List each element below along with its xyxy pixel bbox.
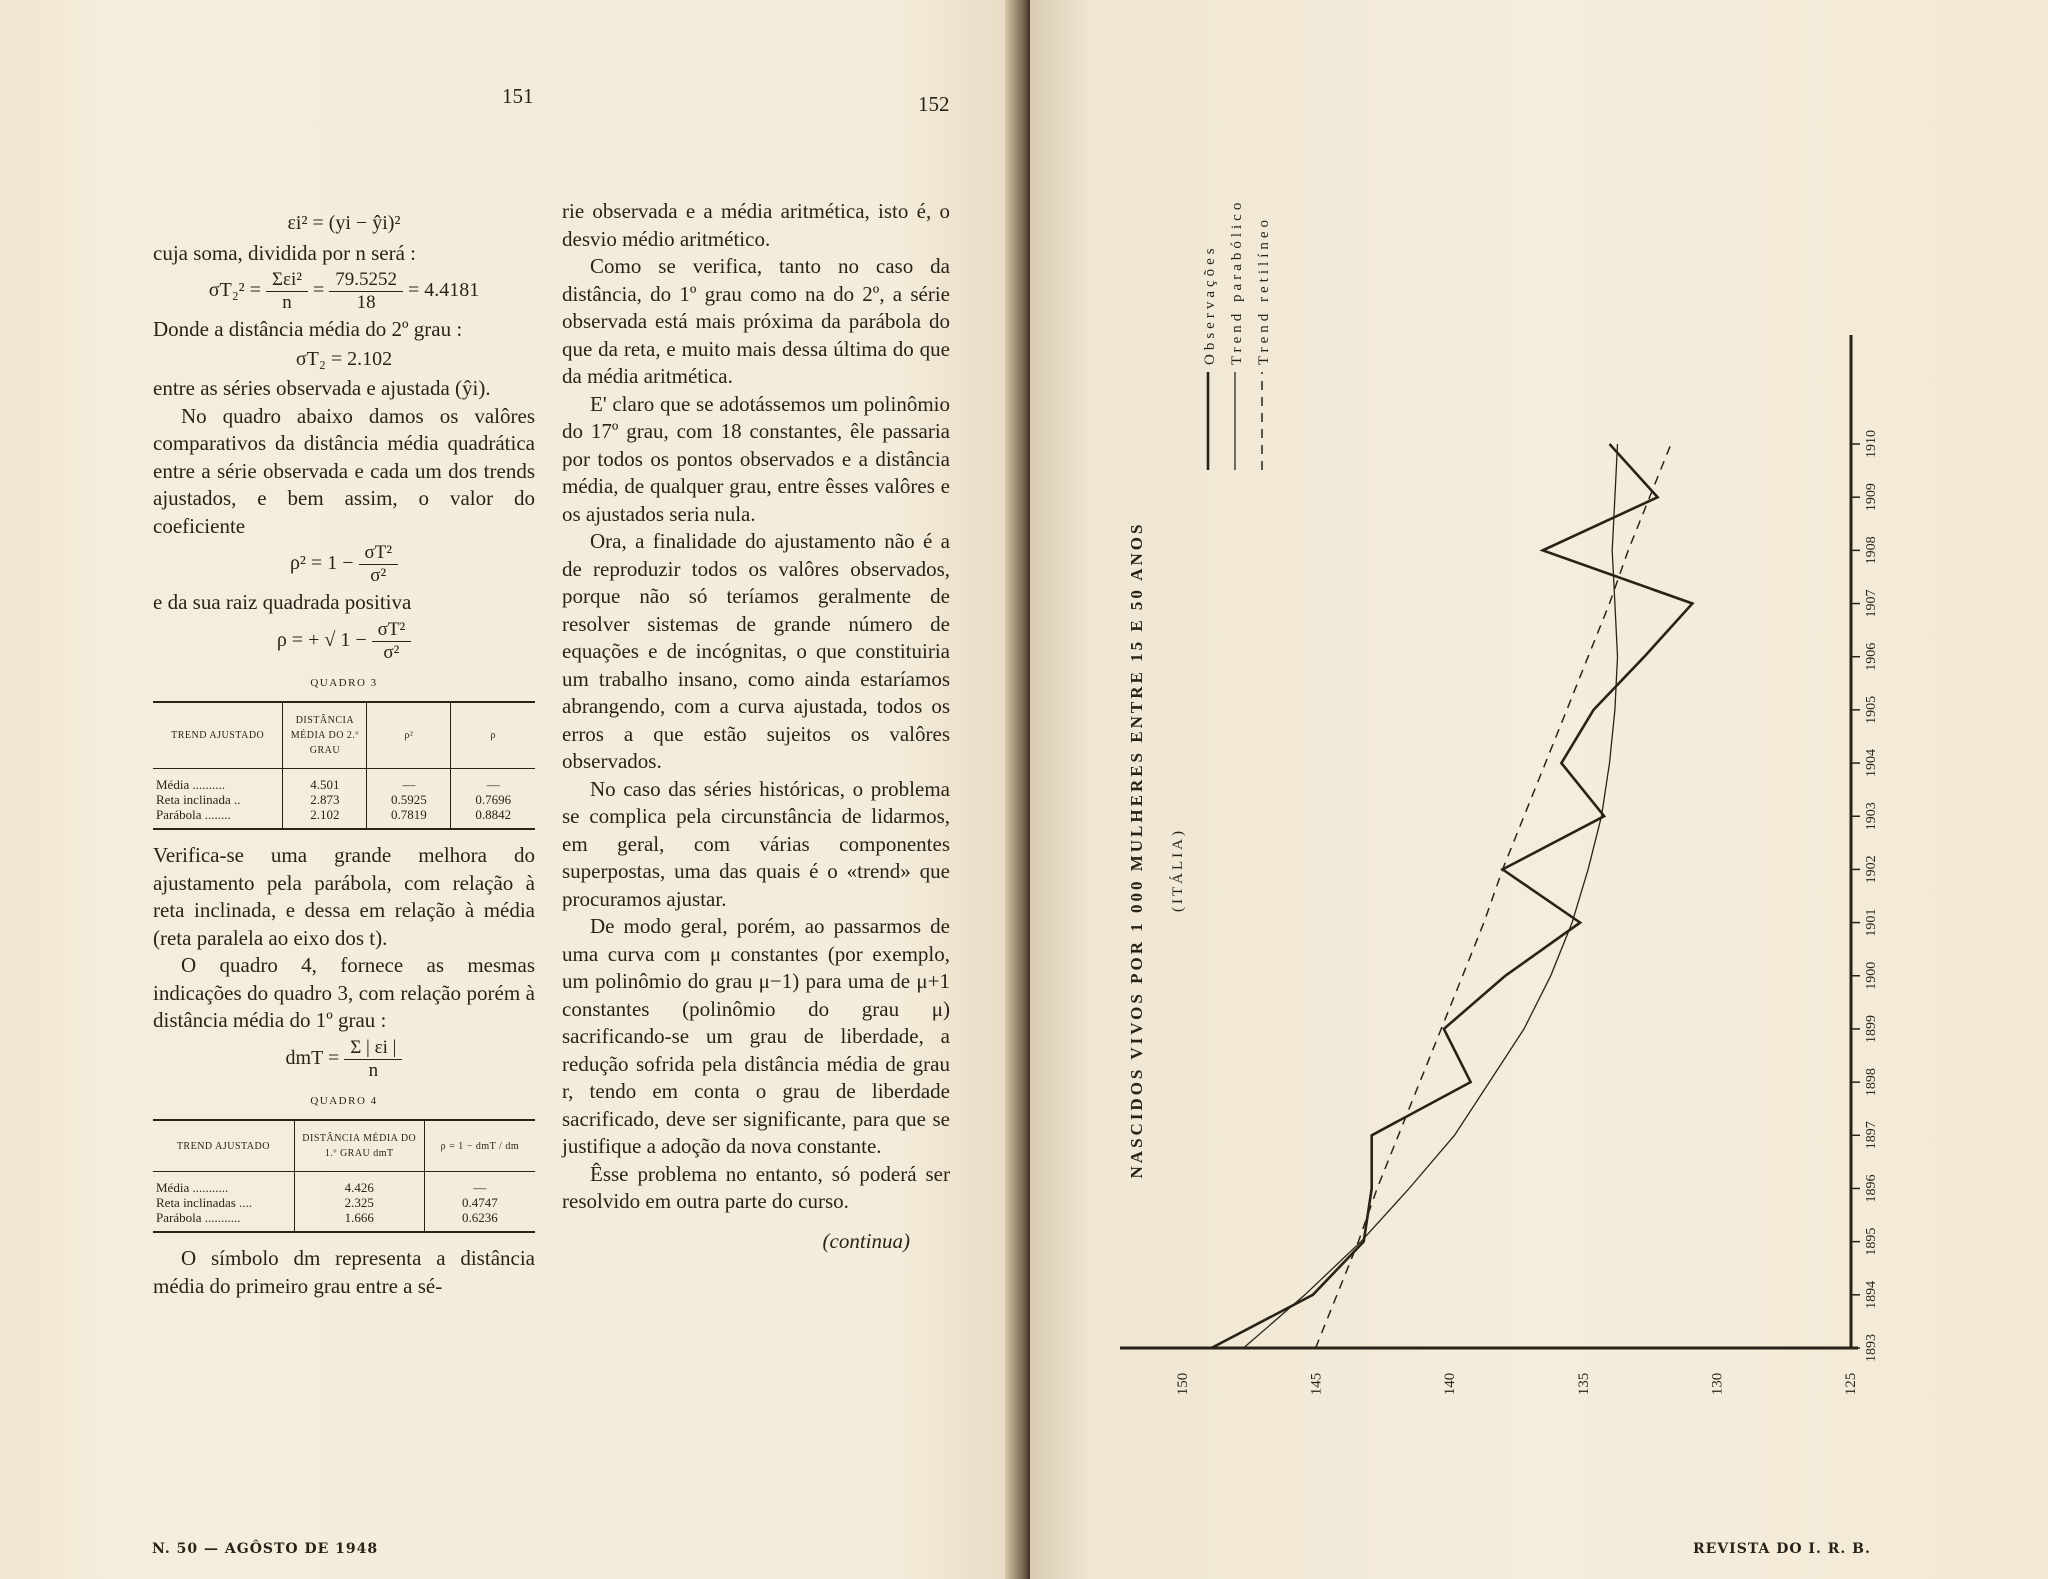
paragraph: E' claro que se adotássemos um polinômio do 17º grau, com 18 constantes, êle passaria por todos os pontos observados e a distância média, de qualquer grau, entre êsses valôres e os ajustados seria nula. (562, 391, 950, 526)
right-footer: REVISTA DO I. R. B. (1693, 1541, 1871, 1557)
year-tick-label: 1905 (1864, 695, 1879, 724)
year-tick-label: 1909 (1864, 483, 1879, 512)
paragraph: Donde a distância média do 2º grau : (153, 317, 463, 341)
quadro-4-label: QUADRO 4 (310, 1094, 378, 1107)
legend-label: Trend retilíneo (1256, 215, 1272, 365)
year-tick-label: 1899 (1864, 1014, 1879, 1043)
year-tick-label: 1900 (1864, 961, 1879, 990)
year-tick-label: 1904 (1864, 749, 1879, 778)
paragraph: Ora, a finalidade do ajustamento não é a de reproduzir todos os valôres observados, porque não só teríamos geralmente de resolver sistemas de grande número de equações e de incógnitas, o que constituiria um trabalho insano, como ainda estaríamos abrangendo, com a curva ajustada, todos os erros a que estão sujeitos os valôres observados. (562, 529, 950, 773)
table-cell: — 0.5925 0.7819 (367, 769, 451, 830)
series-line-trend-retil-neo (1316, 444, 1671, 1348)
fraction (359, 542, 399, 587)
quadro-4-table (153, 1119, 535, 1233)
value-tick-label: 125 (1843, 1372, 1859, 1396)
formula-sigma-t2 (153, 269, 535, 314)
legend-label: Observações (1202, 244, 1218, 365)
year-tick-label: 1910 (1864, 430, 1879, 458)
left-column (153, 208, 535, 1300)
value-tick-label: 130 (1709, 1372, 1726, 1396)
chart-subtitle: (ITÁLIA) (1170, 828, 1186, 912)
paragraph: Como se verifica, tanto no caso da distância, do 1º grau como na do 2º, a série observada está mais próxima da parábola do que da reta, e muito mais dessa última do que da média aritmética. (562, 254, 950, 388)
fraction (344, 1037, 402, 1082)
formula-rho-squared (153, 542, 535, 587)
numerator: Σεi² (266, 269, 308, 292)
numerator: σT² (359, 542, 399, 565)
formula-part: ρ² = 1 − (289, 552, 354, 575)
paragraph: e da sua raiz quadrada positiva (153, 590, 412, 614)
table-cell: — 0.7696 0.8842 (451, 769, 535, 830)
numerator: Σ | εi | (344, 1037, 402, 1060)
year-tick-label: 1898 (1864, 1068, 1879, 1097)
year-tick-label: 1906 (1864, 642, 1879, 671)
formula-result: σT₂ = 2.102 (295, 347, 393, 370)
year-tick-label: 1901 (1864, 908, 1879, 937)
denominator: n (368, 1059, 379, 1081)
paragraph: entre as séries observada e ajustada (ŷi). (153, 376, 491, 400)
continua-label: (continua) (822, 1228, 910, 1253)
paragraph: De modo geral, porém, ao passarmos de uma curva com μ constantes (por exemplo, um polinômio do grau μ−1) para uma de μ+1 constantes (polinômio do grau μ) sacrificando-se um grau de liberdade, a redução sofrida pela distância média de grau r, tendo em conta o grau de liberdade sacrificado, deve ser significante, para que se justifique a adoção da nova constante. (562, 914, 950, 1158)
fraction (329, 269, 403, 314)
denominator: 18 (356, 292, 376, 313)
series-line-trend-parab-lico (1244, 444, 1618, 1348)
paragraph: rie observada e a média aritmética, isto é, o desvio médio aritmético. (562, 199, 950, 251)
formula-dmt (153, 1037, 535, 1082)
table-cell: Média ........... Reta inclinadas .... Parábola ........... (153, 1172, 294, 1233)
year-tick-label: 1902 (1864, 855, 1879, 884)
year-tick-label: 1903 (1864, 802, 1879, 831)
left-page (0, 0, 1020, 1579)
year-tick-label: 1897 (1864, 1121, 1879, 1150)
year-tick-label: 1894 (1864, 1280, 1879, 1309)
table-header: ρ (451, 702, 535, 769)
table-cell: Média .......... Reta inclinada .. Parábola ........ (153, 769, 283, 830)
year-tick-label: 1895 (1864, 1227, 1879, 1256)
formula-part: dmT = (285, 1046, 340, 1069)
formula-part: = (312, 279, 325, 302)
value-tick-label: 135 (1575, 1372, 1592, 1396)
page-number-151: 151 (502, 84, 534, 108)
denominator: σ² (383, 641, 400, 663)
fraction (372, 619, 412, 664)
table-header: TREND AJUSTADO (153, 702, 283, 769)
table-header: DISTÂNCIA MÉDIA DO 2.º GRAU (283, 702, 367, 769)
paragraph: No caso das séries históricas, o problema se complica pela circunstância de lidarmos, em geral, com várias componentes superpostas, uma das quais é o «trend» que procuramos ajustar. (562, 776, 950, 911)
year-tick-label: 1908 (1864, 536, 1879, 565)
denominator: n (282, 292, 292, 313)
value-tick-label: 145 (1308, 1372, 1325, 1396)
page-number-152: 152 (918, 92, 950, 116)
paragraph: No quadro abaixo damos os valôres comparativos da distância média quadrática entre a série observada e cada um dos trends ajustados, e bem assim, o valor do coeficiente (153, 403, 535, 538)
fraction (266, 269, 308, 314)
quadro-3-label: QUADRO 3 (310, 676, 378, 689)
numerator: 79.5252 (329, 269, 403, 292)
formula-part: σT₂² = (208, 279, 261, 302)
table-cell: 4.501 2.873 2.102 (283, 769, 367, 830)
quadro-3-table (153, 701, 535, 830)
paragraph: Verifica-se uma grande melhora do ajustamento pela parábola, com relação à reta inclinada, e dessa em relação à média (reta paralela ao eixo dos t). (153, 843, 535, 950)
chart-title: NASCIDOS VIVOS POR 1 000 MULHERES ENTRE 15 E 50 ANOS (1127, 521, 1146, 1179)
table-header: TREND AJUSTADO (153, 1120, 294, 1172)
legend-label: Trend parabólico (1229, 198, 1245, 365)
year-tick-label: 1896 (1864, 1174, 1879, 1203)
value-tick-label: 150 (1175, 1372, 1191, 1396)
formula-part: = 4.4181 (408, 279, 480, 302)
year-tick-label: 1907 (1864, 589, 1879, 618)
year-tick-label: 1893 (1864, 1334, 1879, 1362)
paragraph: O quadro 4, fornece as mesmas indicações do quadro 3, com relação porém à distância média do 1º grau : (153, 953, 535, 1032)
denominator: σ² (370, 565, 387, 586)
right-column (562, 198, 950, 1255)
table-header: ρ² (367, 702, 451, 769)
table-cell: — 0.4747 0.6236 (424, 1172, 535, 1233)
formula-epsilon: εi² = (yi − ŷi)² (287, 212, 401, 234)
right-page (1030, 0, 2048, 1579)
value-tick-label: 140 (1442, 1372, 1459, 1396)
table-header: ρ = 1 − dmT / dm (424, 1120, 535, 1172)
table-header: DISTÂNCIA MÉDIA DO 1.º GRAU dmT (294, 1120, 424, 1172)
paragraph: cuja soma, dividida por n será : (153, 240, 417, 265)
formula-rho (153, 619, 535, 664)
table-cell: 4.426 2.325 1.666 (294, 1172, 424, 1233)
left-footer: N. 50 — AGÔSTO DE 1948 (152, 1541, 379, 1557)
numerator: σT² (372, 619, 412, 642)
paragraph: Êsse problema no entanto, só poderá ser resolvido em outra parte do curso. (562, 1161, 950, 1213)
formula-part: ρ = + √ 1 − (276, 628, 367, 651)
line-chart (1030, 0, 2048, 1579)
paragraph: O símbolo dm representa a distância média do primeiro grau entre a sé- (153, 1246, 535, 1298)
series-line-observa-es (1211, 444, 1692, 1348)
